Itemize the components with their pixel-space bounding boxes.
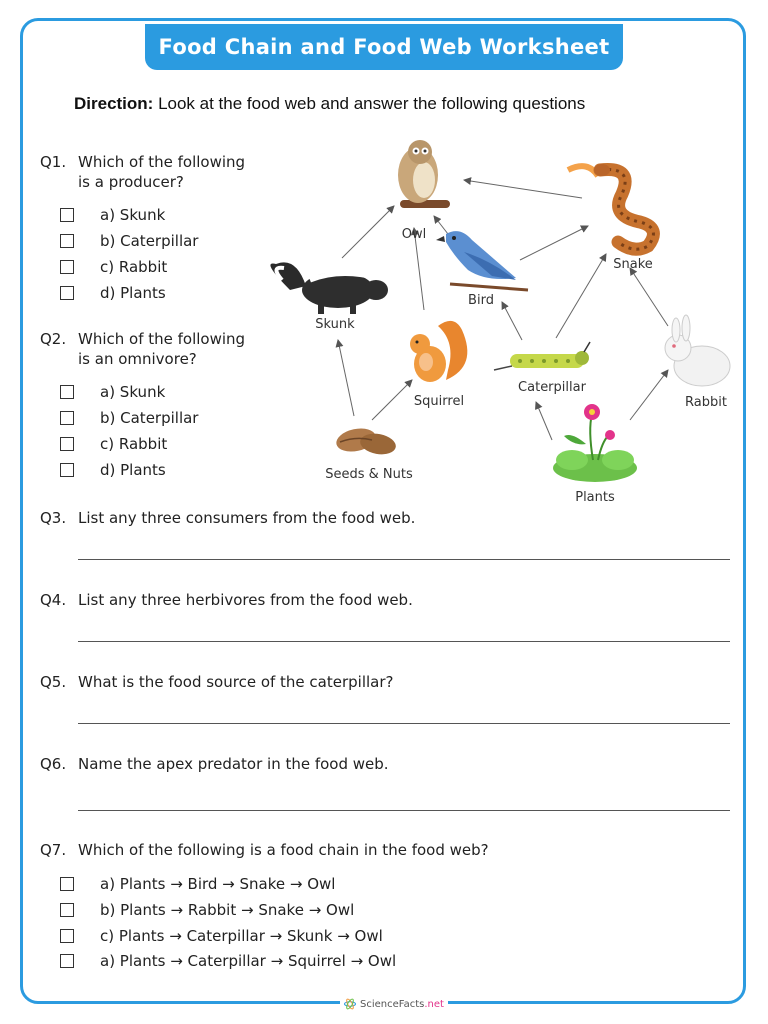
checkbox[interactable] bbox=[60, 463, 74, 477]
option-label: a) Plants → Bird → Snake → Owl bbox=[100, 875, 336, 893]
arrow-plants-caterpillar bbox=[536, 402, 552, 440]
worksheet-title: Food Chain and Food Web Worksheet bbox=[145, 24, 623, 70]
option-label: d) Plants bbox=[100, 461, 166, 479]
node-label-squirrel: Squirrel bbox=[413, 394, 465, 409]
q2-option-c[interactable] bbox=[60, 434, 167, 454]
arrow-bird-snake bbox=[520, 226, 588, 260]
node-label-bird: Bird bbox=[468, 293, 494, 308]
arrow-seeds-squirrel bbox=[372, 380, 412, 420]
question-text: Which of the following bbox=[78, 330, 246, 348]
direction-text bbox=[74, 94, 585, 114]
answer-line-q6[interactable] bbox=[78, 810, 730, 811]
caterpillar-illustration bbox=[494, 342, 590, 370]
question-number: Q3. bbox=[40, 509, 67, 527]
arrow-skunk-owl bbox=[342, 206, 394, 258]
q1-option-d[interactable] bbox=[60, 283, 166, 303]
checkbox[interactable] bbox=[60, 903, 74, 917]
answer-line-q5[interactable] bbox=[78, 723, 730, 724]
node-label-owl: Owl bbox=[401, 227, 427, 242]
question-text-line2: is an omnivore? bbox=[78, 350, 197, 368]
question-text: Name the apex predator in the food web. bbox=[78, 755, 389, 773]
node-label-skunk: Skunk bbox=[315, 317, 355, 332]
checkbox[interactable] bbox=[60, 437, 74, 451]
question-7 bbox=[40, 840, 489, 860]
question-3 bbox=[40, 508, 415, 528]
question-6 bbox=[40, 754, 389, 774]
q7-option-d[interactable] bbox=[60, 951, 396, 971]
option-label: b) Plants → Rabbit → Snake → Owl bbox=[100, 901, 355, 919]
arrow-seeds-skunk bbox=[338, 340, 354, 416]
q1-option-a[interactable] bbox=[60, 205, 165, 225]
question-number: Q2. bbox=[40, 330, 67, 348]
checkbox[interactable] bbox=[60, 286, 74, 300]
answer-line-q4[interactable] bbox=[78, 641, 730, 642]
question-number: Q1. bbox=[40, 153, 67, 171]
option-label: a) Skunk bbox=[100, 383, 166, 401]
squirrel-illustration bbox=[410, 321, 467, 382]
arrow-plants-rabbit bbox=[630, 370, 668, 420]
node-label-caterpillar: Caterpillar bbox=[518, 380, 586, 395]
question-text: Which of the following is a food chain in the food web? bbox=[78, 841, 489, 859]
option-label: c) Plants → Caterpillar → Skunk → Owl bbox=[100, 927, 383, 945]
option-label: a) Plants → Caterpillar → Squirrel → Owl bbox=[100, 952, 397, 970]
node-label-snake: Snake bbox=[613, 257, 653, 272]
option-label: b) Caterpillar bbox=[100, 409, 199, 427]
q7-option-c[interactable] bbox=[60, 926, 383, 946]
question-text: What is the food source of the caterpillar? bbox=[78, 673, 394, 691]
checkbox[interactable] bbox=[60, 260, 74, 274]
option-label: d) Plants bbox=[100, 284, 166, 302]
option-label: b) Caterpillar bbox=[100, 232, 199, 250]
checkbox[interactable] bbox=[60, 929, 74, 943]
question-number: Q7. bbox=[40, 841, 67, 859]
option-label: a) Skunk bbox=[100, 206, 166, 224]
checkbox[interactable] bbox=[60, 411, 74, 425]
arrow-bird-owl bbox=[434, 216, 448, 234]
q7-option-a[interactable] bbox=[60, 874, 335, 894]
question-4 bbox=[40, 590, 413, 610]
question-text-line2: is a producer? bbox=[78, 173, 184, 191]
question-number: Q4. bbox=[40, 591, 67, 609]
question-text: List any three herbivores from the food web. bbox=[78, 591, 413, 609]
checkbox[interactable] bbox=[60, 385, 74, 399]
bird-illustration bbox=[436, 231, 528, 290]
plants-illustration bbox=[553, 404, 637, 482]
footer-brand bbox=[340, 994, 448, 1014]
question-text: Which of the following bbox=[78, 153, 246, 171]
question-1 bbox=[40, 152, 245, 192]
question-5 bbox=[40, 672, 394, 692]
q1-option-c[interactable] bbox=[60, 257, 167, 277]
snake-illustration bbox=[568, 164, 653, 249]
checkbox[interactable] bbox=[60, 877, 74, 891]
q7-option-b[interactable] bbox=[60, 900, 354, 920]
arrow-caterpillar-bird bbox=[502, 302, 522, 340]
question-number: Q6. bbox=[40, 755, 67, 773]
footer-brand-name: ScienceFacts bbox=[360, 998, 425, 1010]
atom-logo-icon bbox=[344, 998, 356, 1010]
option-label: c) Rabbit bbox=[100, 258, 168, 276]
arrow-snake-owl bbox=[464, 180, 582, 198]
node-label-rabbit: Rabbit bbox=[685, 395, 727, 410]
node-label-seeds: Seeds & Nuts bbox=[325, 467, 413, 482]
seeds-illustration bbox=[334, 425, 397, 457]
checkbox[interactable] bbox=[60, 208, 74, 222]
owl-illustration bbox=[398, 140, 450, 208]
direction-body: Look at the food web and answer the following questions bbox=[153, 94, 586, 113]
q2-option-d[interactable] bbox=[60, 460, 166, 480]
footer-brand-suffix: .net bbox=[424, 998, 444, 1010]
node-label-plants: Plants bbox=[575, 490, 615, 505]
question-number: Q5. bbox=[40, 673, 67, 691]
checkbox[interactable] bbox=[60, 954, 74, 968]
q1-option-b[interactable] bbox=[60, 231, 198, 251]
arrow-caterpillar-snake bbox=[556, 254, 606, 338]
question-text: List any three consumers from the food web. bbox=[78, 509, 416, 527]
q2-option-a[interactable] bbox=[60, 382, 165, 402]
q2-option-b[interactable] bbox=[60, 408, 198, 428]
skunk-illustration bbox=[270, 262, 388, 314]
answer-line-q3[interactable] bbox=[78, 559, 730, 560]
rabbit-illustration bbox=[665, 315, 730, 386]
direction-label: Direction: bbox=[74, 94, 154, 113]
checkbox[interactable] bbox=[60, 234, 74, 248]
question-2 bbox=[40, 329, 245, 369]
arrow-rabbit-snake bbox=[630, 268, 668, 326]
food-web-diagram bbox=[250, 130, 750, 510]
option-label: c) Rabbit bbox=[100, 435, 168, 453]
